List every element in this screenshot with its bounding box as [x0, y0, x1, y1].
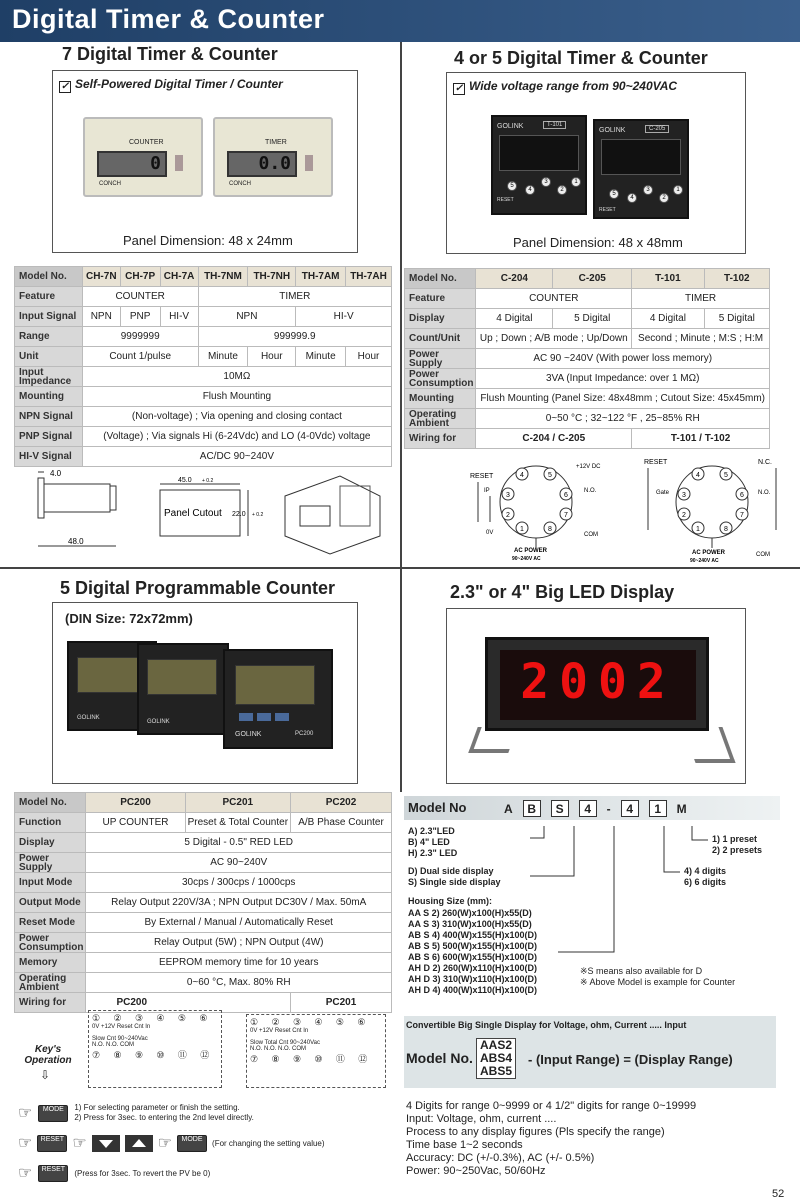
- table-row: Power Supply AC 90~240V: [15, 853, 392, 873]
- dim-tol: + 0.2: [202, 478, 214, 484]
- pin-labels: [678, 468, 748, 534]
- reset-key[interactable]: RESET: [38, 1165, 68, 1182]
- svg-text:2: 2: [506, 512, 510, 519]
- wiring-diagram-c204: [468, 452, 618, 564]
- spec-table-45digit: [404, 268, 770, 449]
- svg-text:IP: IP: [484, 488, 490, 494]
- table-row: Power Supply AC 90 ~240V (With power loss memory): [405, 349, 770, 369]
- section-title-programmable: 5 Digital Programmable Counter: [60, 578, 336, 598]
- table-row: Input Impedance 10MΩ: [15, 367, 392, 387]
- table-row: Count/Unit Up ; Down ; A/B mode ; Up/Down Second ; Minute ; M:S ; H:M: [405, 329, 770, 349]
- led-digits: 2002: [500, 650, 696, 720]
- table-row: Unit Count 1/pulse Minute Hour Minute Hour: [15, 347, 392, 367]
- din-size: (DIN Size: 72x72mm): [65, 611, 193, 626]
- pc-device: GOLINK: [67, 641, 157, 731]
- table-row: Wiring for C-204 / C-205 T-101 / T-102: [405, 429, 770, 449]
- panel-cutout-label: Panel Cutout: [164, 508, 222, 519]
- svg-text:RESET: RESET: [644, 459, 668, 466]
- mode-key[interactable]: MODE: [177, 1135, 207, 1152]
- table-row: HI-V Signal AC/DC 90~240V: [15, 447, 392, 467]
- svg-text:6: 6: [740, 492, 744, 499]
- key-1[interactable]: 1: [571, 177, 581, 187]
- table-row: Power Consumption Relay Output (5W) ; NPN Output (4W): [15, 933, 392, 953]
- photo-programmable: [52, 602, 358, 784]
- brand-label: CONCH: [99, 181, 121, 187]
- convertible-specs: 4 Digits for range 0~9999 or 4 1/2" digits for range 0~19999 Input: Voltage, ohm, current .... Process to any display figures (Pls specify the range) Time base 1~2 seconds Accuracy: DC (+/-0.3%), AC (+/- 0.5%) Power: 90~250Vac, 50/60Hz: [406, 1100, 697, 1177]
- svg-text:COM: COM: [756, 552, 770, 558]
- svg-text:N.O.: N.O.: [584, 488, 597, 494]
- key-operation: ☞ MODE 1) For selecting parameter or finish the setting. 2) Press for 3sec. to entering the 2nd level directly. ☞ RESET ☞ ☞ MODE (For changing the setting value) ☞ RESET (Press for 3sec. To revert the PV be 0): [18, 1103, 325, 1182]
- svg-text:4: 4: [696, 472, 700, 479]
- check-icon: ✓: [454, 83, 464, 94]
- wiring-box-pc201: ① ② ③ ④ ⑤ ⑥ 0V +12V Reset Cnt In Slow Total Cnt 90~240Vac N.O. N.O. N.O. COM ⑦ ⑧ ⑨ ⑩ ⑪ ⑫: [246, 1014, 386, 1088]
- triangle-down-icon: [99, 1140, 113, 1148]
- svg-text:7: 7: [564, 512, 568, 519]
- key-3[interactable]: 3: [541, 177, 551, 187]
- section-title-7digit: 7 Digital Timer & Counter: [62, 44, 278, 64]
- up-key[interactable]: [125, 1135, 153, 1152]
- convertible-formula: - (Input Range) = (Display Range): [528, 1052, 733, 1067]
- panel-dimension: Panel Dimension: 48 x 24mm: [123, 233, 293, 248]
- svg-text:+12V DC: +12V DC: [576, 464, 601, 470]
- down-arrow-icon: ⇩: [40, 1068, 51, 1082]
- triangle-up-icon: [132, 1139, 146, 1147]
- convertible-models: AAS2 ABS4 ABS5: [476, 1038, 516, 1079]
- convertible-box: [404, 1016, 776, 1088]
- table-row: Function UP COUNTER Preset & Total Counter A/B Phase Counter: [15, 813, 392, 833]
- dim-label: 48.0: [68, 537, 84, 546]
- svg-text:RESET: RESET: [470, 473, 494, 480]
- svg-text:8: 8: [724, 526, 728, 533]
- convertible-title: Convertible Big Single Display for Voltage, ohm, Current ..... Input: [406, 1020, 687, 1030]
- key-5[interactable]: 5: [609, 189, 619, 199]
- svg-text:AC POWER: AC POWER: [692, 550, 725, 556]
- lcd-display: [499, 135, 579, 171]
- svg-text:1: 1: [520, 526, 524, 533]
- svg-text:Gate: Gate: [656, 490, 670, 496]
- dim-tol: + 0.2: [252, 512, 264, 518]
- table-row: Model No. PC200 PC201 PC202: [15, 793, 392, 813]
- display-options: A) 2.3"LED B) 4" LED H) 2.3" LED: [408, 826, 458, 858]
- model-notes: ※S means also available for D ※ Above Model is example for Counter: [580, 966, 736, 987]
- page-number: 52: [772, 1188, 785, 1200]
- dimension-drawing-7digit: [20, 466, 395, 561]
- model-no-title: Model No: [408, 800, 467, 815]
- led-display-panel: [485, 637, 709, 731]
- table-row: Feature COUNTER TIMER: [15, 287, 392, 307]
- svg-text:AC POWER: AC POWER: [514, 548, 547, 554]
- table-row: NPN Signal (Non-voltage) ; Via opening and closing contact: [15, 407, 392, 427]
- caption-7digit: ✓ Self-Powered Digital Timer / Counter: [60, 77, 283, 92]
- table-row: Model No. C-204 C-205 T-101 T-102: [405, 269, 770, 289]
- table-row: Display 5 Digital - 0.5" RED LED: [15, 833, 392, 853]
- pointing-hand-icon: ☞: [18, 1105, 33, 1122]
- svg-text:5: 5: [724, 472, 728, 479]
- down-key[interactable]: [92, 1135, 120, 1152]
- photo-45digit: [446, 72, 746, 254]
- photo-big-led: [446, 608, 746, 784]
- key-3[interactable]: 3: [643, 185, 653, 195]
- photo-7digit: [52, 70, 358, 253]
- pointing-hand-icon: ☞: [18, 1165, 33, 1182]
- key-2[interactable]: 2: [659, 193, 669, 203]
- table-row: Display 4 Digital 5 Digital 4 Digital 5 Digital: [405, 309, 770, 329]
- svg-text:0V: 0V: [486, 530, 494, 536]
- device-label: TIMER: [265, 139, 287, 146]
- svg-text:90~240V AC: 90~240V AC: [512, 556, 541, 562]
- side-options: D) Dual side display S) Single side display: [408, 866, 501, 887]
- housing-list: AA S 2) 260(W)x100(H)x55(D) AA S 3) 310(W)x100(H)x55(D) AB S 4) 400(W)x155(H)x100(D) AB S 5) 500(W)x155(H)x100(D) AB S 6) 600(W)x155(H)x100(D) AH D 2) 260(W)x110(H)x100(D) AH D 3) 310(W)x110(H)x100(D) AH D 4) 400(W)x110(H)x100(D): [408, 908, 538, 995]
- key-1[interactable]: 1: [673, 185, 683, 195]
- reset-key[interactable]: RESET: [37, 1135, 67, 1152]
- page-header: [0, 0, 800, 42]
- pointing-hand-icon: ☞: [18, 1135, 33, 1152]
- key-4[interactable]: 4: [627, 193, 637, 203]
- table-row: Output Mode Relay Output 220V/3A ; NPN Output DC30V / Max. 50mA: [15, 893, 392, 913]
- pc-device: GOLINK: [137, 643, 229, 735]
- dim-label: 45.0: [178, 477, 192, 484]
- counter-device: [83, 117, 203, 197]
- svg-text:5: 5: [548, 472, 552, 479]
- key-4[interactable]: 4: [525, 185, 535, 195]
- lcd-display: [601, 139, 681, 175]
- wiring-box-pc200: ① ② ③ ④ ⑤ ⑥ 0V +12V Reset Cnt In Slow Cnt 90~240Vac N.O. N.O. COM ⑦ ⑧ ⑨ ⑩ ⑪ ⑫: [88, 1010, 222, 1088]
- table-row: PNP Signal (Voltage) ; Via signals Hi (6-24Vdc) and LO (4-0Vdc) voltage: [15, 427, 392, 447]
- device-c205: GOLINK C-205 5 4 3 2 1 RESET: [593, 119, 689, 219]
- svg-text:1: 1: [696, 526, 700, 533]
- panel-dimension: Panel Dimension: 48 x 48mm: [513, 235, 683, 250]
- pointing-hand-icon: ☞: [72, 1135, 87, 1152]
- key-5[interactable]: 5: [507, 181, 517, 191]
- model-code: A B S 4 - 4 1 M: [504, 801, 687, 816]
- svg-text:N.C.: N.C.: [758, 459, 772, 466]
- convertible-model-label: Model No.: [406, 1050, 473, 1066]
- table-row: Reset Mode By External / Manual / Automatically Reset: [15, 913, 392, 933]
- device-t101: GOLINK T-101 5 4 3 2 1 RESET: [491, 115, 587, 215]
- svg-text:3: 3: [506, 492, 510, 499]
- horizontal-divider: [0, 567, 800, 569]
- table-row: Input Mode 30cps / 300cps / 1000cps: [15, 873, 392, 893]
- mode-key[interactable]: MODE: [38, 1105, 68, 1122]
- key-2[interactable]: 2: [557, 185, 567, 195]
- digit-options: 4) 4 digits 6) 6 digits: [684, 866, 727, 887]
- check-icon: ✓: [60, 81, 70, 92]
- svg-text:6: 6: [564, 492, 568, 499]
- section-title-45digit: 4 or 5 Digital Timer & Counter: [454, 48, 708, 68]
- lcd-display: 0: [97, 151, 167, 177]
- model-leader-lines: [530, 812, 730, 962]
- svg-text:7: 7: [740, 512, 744, 519]
- brand-label: CONCH: [229, 181, 251, 187]
- table-row: Model No. CH-7N CH-7P CH-7A TH-7NM TH-7NH TH-7AM TH-7AH: [15, 267, 392, 287]
- page-title: Digital Timer & Counter: [12, 4, 325, 34]
- svg-text:3: 3: [682, 492, 686, 499]
- keys-operation-label: Key's Operation: [24, 1044, 72, 1066]
- pc-device: GOLINK PC200: [223, 649, 333, 749]
- lcd-display: 0.0: [227, 151, 297, 177]
- preset-options: 1) 1 preset 2) 2 presets: [712, 834, 763, 855]
- dim-label: 22.0: [232, 511, 246, 518]
- table-row: Power Consumption 3VA (Input Impedance: over 1 MΩ): [405, 369, 770, 389]
- spec-table-programmable: [14, 792, 392, 1013]
- wiring-diagram-t101: [640, 452, 790, 564]
- vertical-divider: [400, 42, 402, 792]
- section-title-big-led: 2.3" or 4" Big LED Display: [450, 582, 675, 602]
- svg-text:N.O.: N.O.: [758, 490, 771, 496]
- caption-45digit: ✓ Wide voltage range from 90~240VAC: [454, 79, 678, 94]
- table-row: Feature COUNTER TIMER: [405, 289, 770, 309]
- dim-label: 4.0: [50, 469, 62, 478]
- timer-device: [213, 117, 333, 197]
- reset-button[interactable]: [175, 155, 183, 171]
- housing-title: Housing Size (mm):: [408, 896, 493, 906]
- spec-table-7digit: [14, 266, 392, 467]
- svg-text:COM: COM: [584, 532, 598, 538]
- svg-text:8: 8: [548, 526, 552, 533]
- pointing-hand-icon: ☞: [157, 1135, 173, 1152]
- table-row: Range 9999999 999999.9: [15, 327, 392, 347]
- table-row: Mounting Flush Mounting: [15, 387, 392, 407]
- table-row: Memory EEPROM memory time for 10 years: [15, 953, 392, 973]
- table-row: Input Signal NPN PNP HI-V NPN HI-V: [15, 307, 392, 327]
- svg-text:90~240V AC: 90~240V AC: [690, 558, 719, 564]
- table-row: Mounting Flush Mounting (Panel Size: 48x48mm ; Cutout Size: 45x45mm): [405, 389, 770, 409]
- pin-labels: [502, 468, 572, 534]
- svg-text:4: 4: [520, 472, 524, 479]
- reset-button[interactable]: [305, 155, 313, 171]
- table-row: Operating Ambient 0~50 °C ; 32~122 °F , 25~85% RH: [405, 409, 770, 429]
- device-label: COUNTER: [129, 139, 164, 146]
- table-row: Wiring for PC200 PC201: [15, 993, 392, 1013]
- svg-text:2: 2: [682, 512, 686, 519]
- table-row: Operating Ambient 0~60 °C, Max. 80% RH: [15, 973, 392, 993]
